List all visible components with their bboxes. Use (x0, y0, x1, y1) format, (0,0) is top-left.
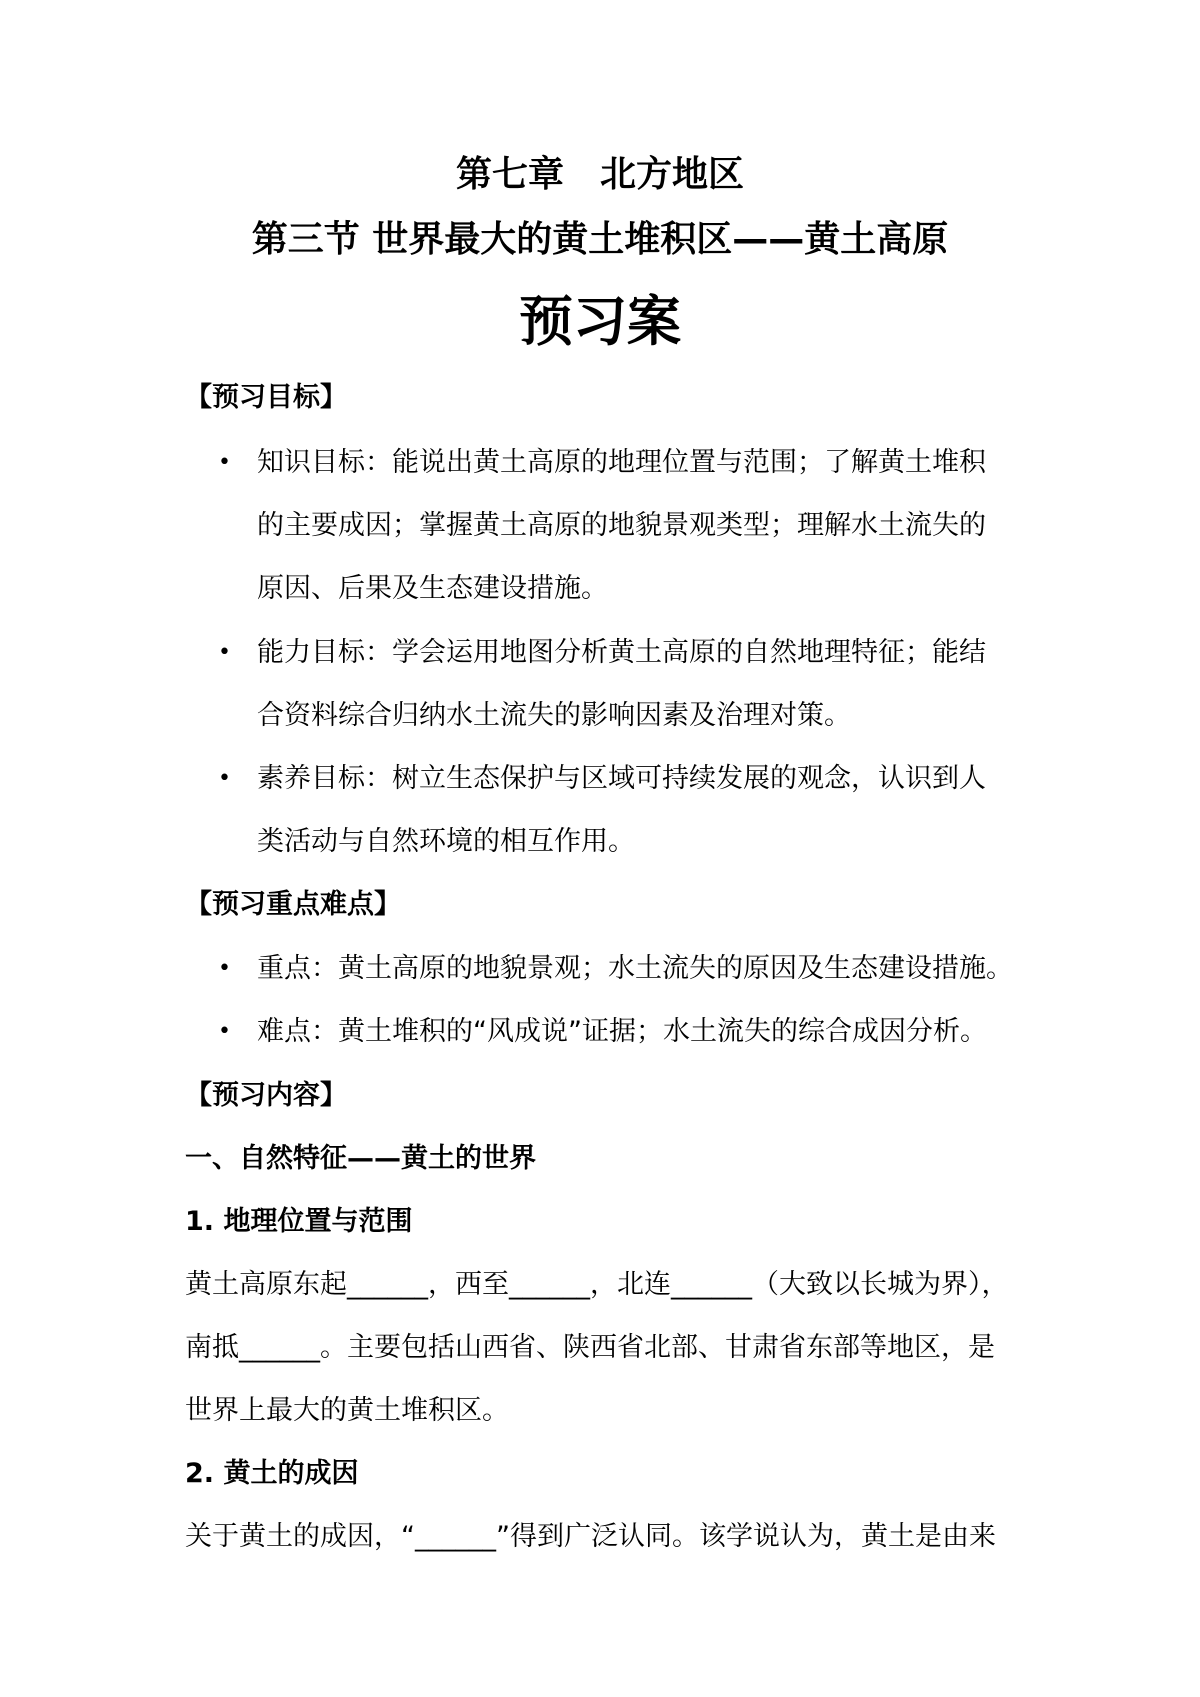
difficult-point-item: 难点：黄土堆积的“风成说”证据；水土流失的综合成因分析。 (257, 1016, 987, 1047)
sub2-text-line: 关于黄土的成因，“______”得到广泛认同。该学说认为，黄土是由来 (185, 1521, 996, 1552)
goal-knowledge-line: 知识目标：能说出黄土高原的地理位置与范围；了解黄土堆积 (257, 447, 986, 478)
bullet-icon: • (218, 766, 231, 791)
goal-knowledge-line: 原因、后果及生态建设措施。 (257, 573, 608, 604)
document-type-title: 预习案 (519, 290, 681, 353)
bullet-icon: • (218, 956, 231, 981)
key-points-heading: 【预习重点难点】 (185, 889, 401, 920)
sub1-text-line: 南抵______。主要包括山西省、陕西省北部、甘肃省东部等地区，是 (185, 1332, 995, 1363)
part1-title: 一、自然特征——黄土的世界 (185, 1143, 536, 1174)
bullet-icon: • (218, 640, 231, 665)
goal-literacy-line: 类活动与自然环境的相互作用。 (257, 826, 635, 857)
goal-literacy-line: 素养目标：树立生态保护与区域可持续发展的观念，认识到人 (257, 763, 986, 794)
goal-ability-line: 合资料综合归纳水土流失的影响因素及治理对策。 (257, 700, 851, 731)
sub1-text-line: 黄土高原东起______，西至______，北连______（大致以长城为界）， (185, 1269, 1009, 1300)
sub1-text-line: 世界上最大的黄土堆积区。 (185, 1395, 509, 1426)
sub2-title: 2. 黄土的成因 (185, 1458, 359, 1489)
bullet-icon: • (218, 1019, 231, 1044)
goals-heading: 【预习目标】 (185, 382, 347, 413)
section-title: 第三节 世界最大的黄土堆积区——黄土高原 (251, 219, 949, 260)
bullet-icon: • (218, 450, 231, 475)
chapter-title: 第七章 北方地区 (455, 154, 744, 195)
goal-knowledge-line: 的主要成因；掌握黄土高原的地貌景观类型；理解水土流失的 (257, 510, 986, 541)
goal-ability-line: 能力目标：学会运用地图分析黄土高原的自然地理特征；能结 (257, 637, 986, 668)
sub1-title: 1. 地理位置与范围 (185, 1206, 413, 1237)
content-heading: 【预习内容】 (185, 1080, 347, 1111)
key-point-item: 重点：黄土高原的地貌景观；水土流失的原因及生态建设措施。 (257, 953, 1013, 984)
